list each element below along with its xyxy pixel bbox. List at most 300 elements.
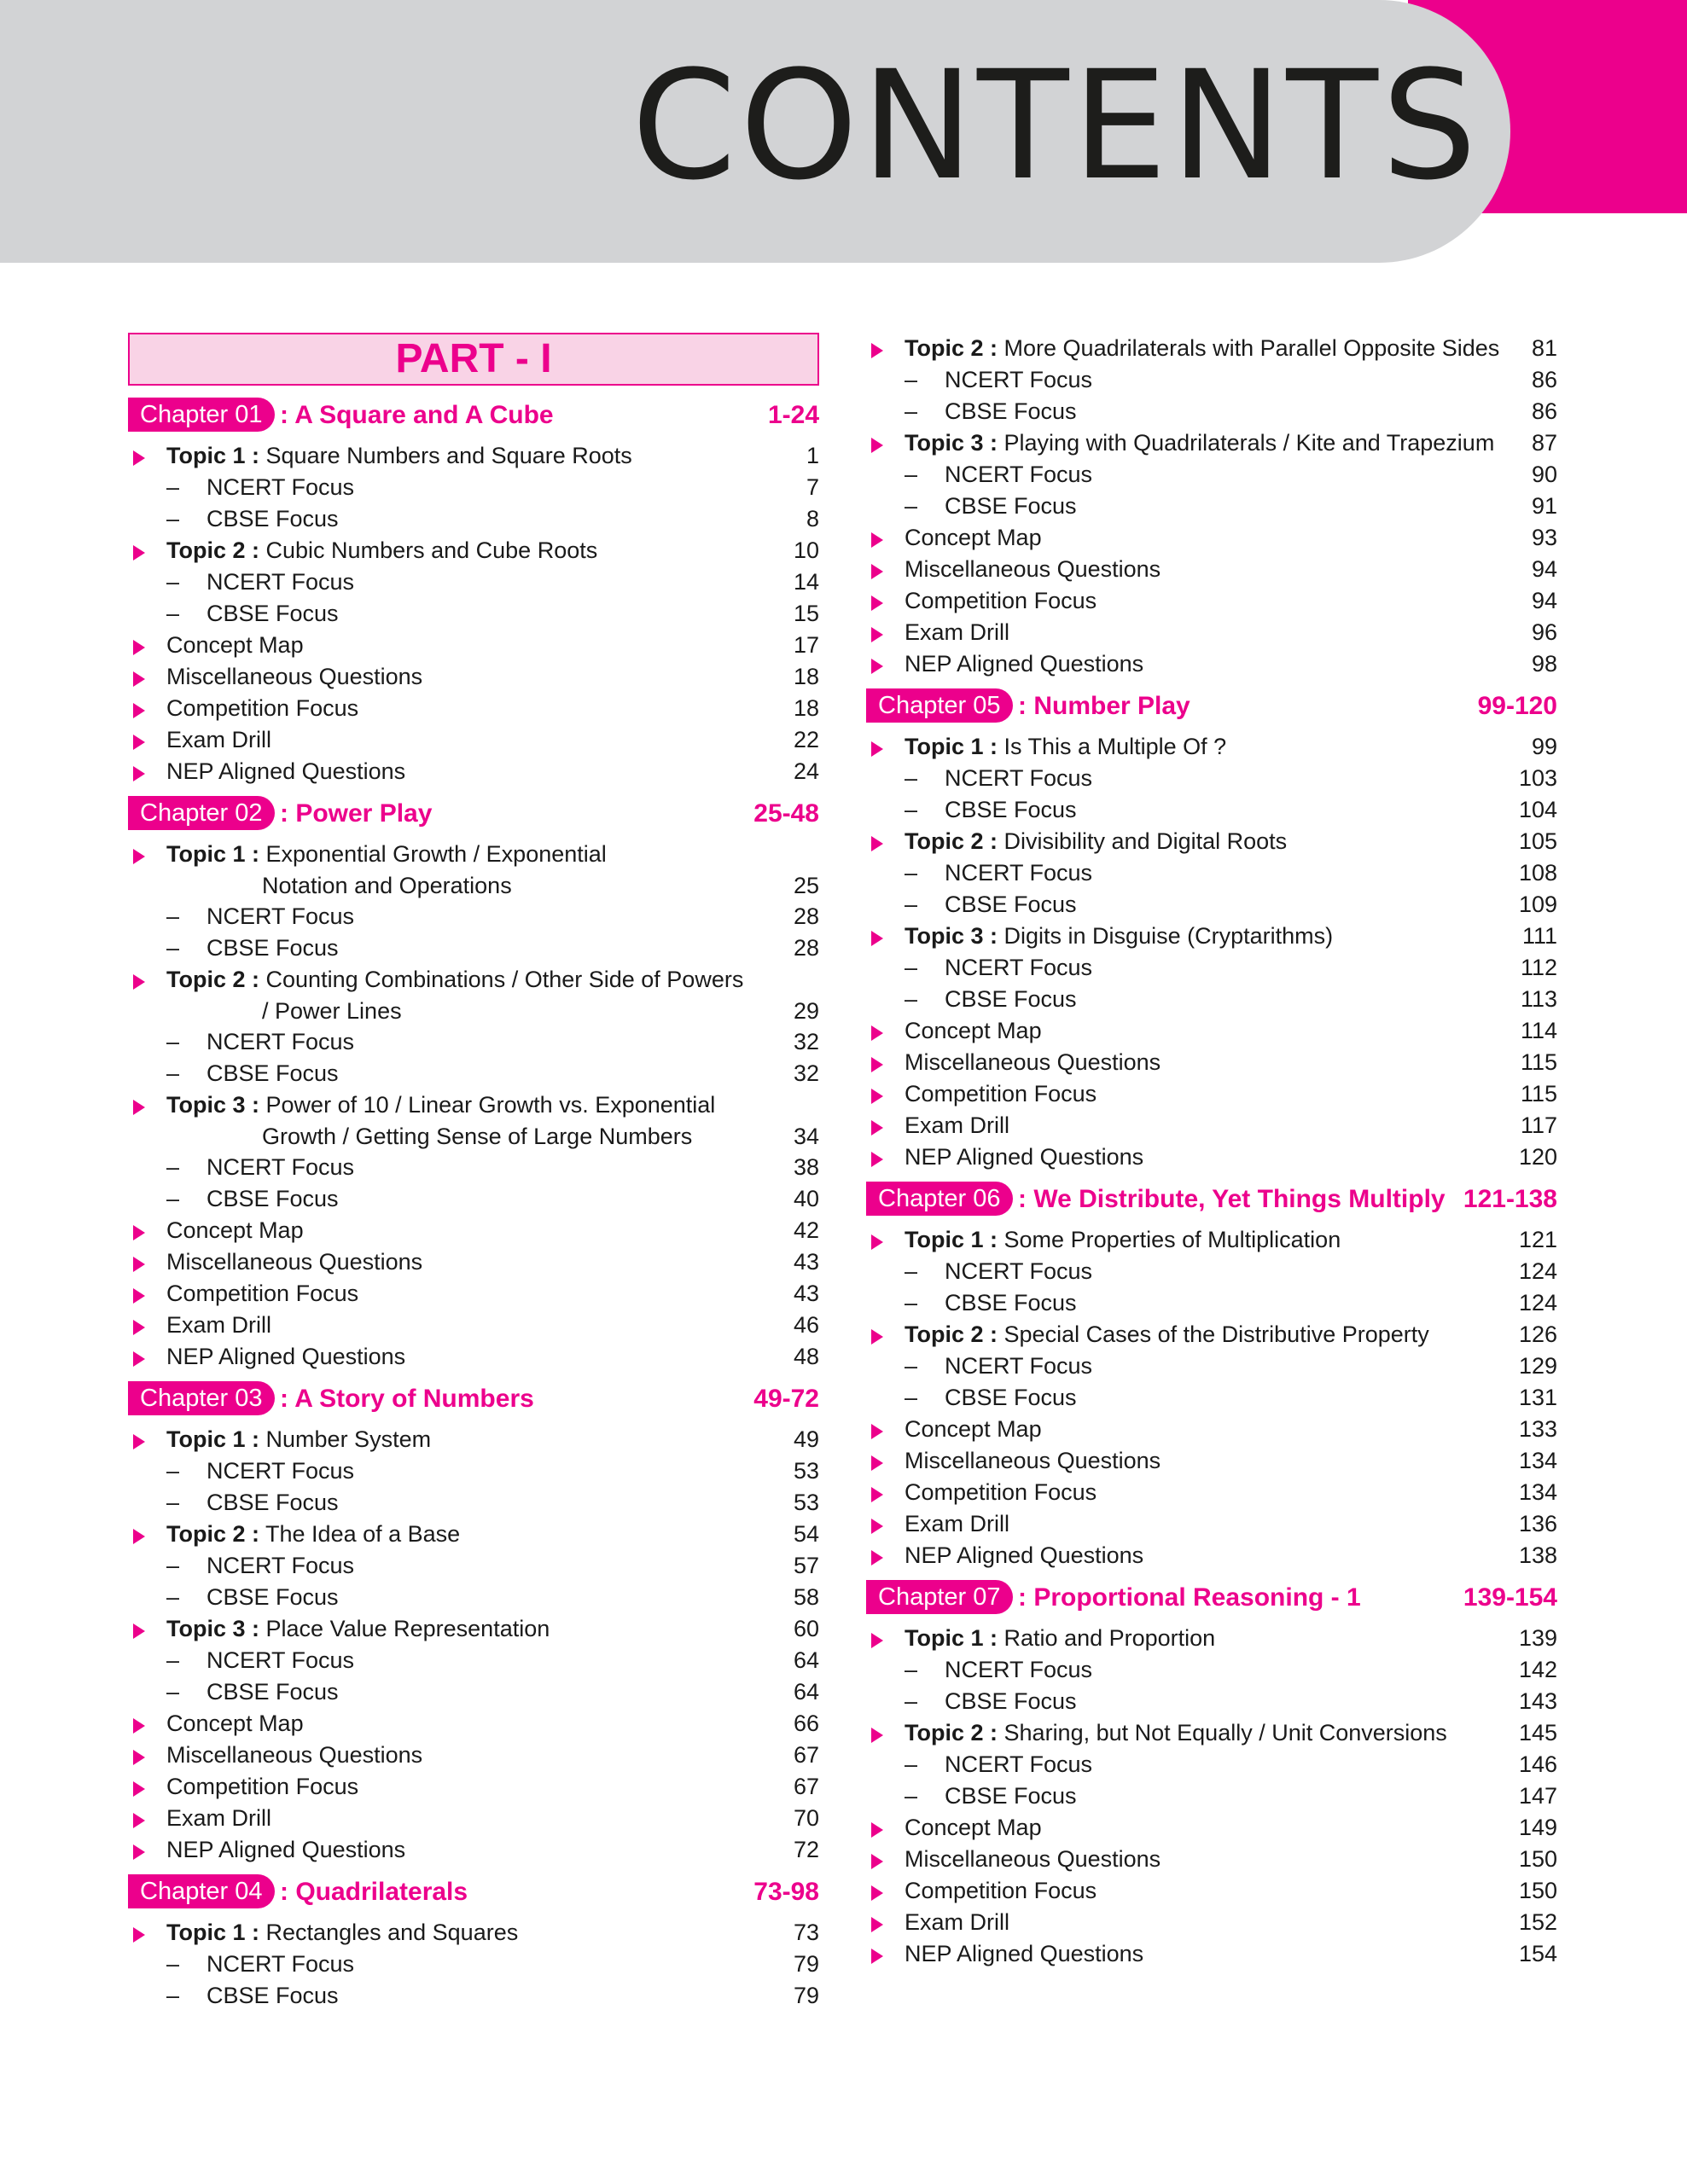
entry-title: NCERT Focus <box>207 569 355 595</box>
entry-title: Miscellaneous Questions <box>905 1049 1161 1075</box>
entry-label <box>166 1917 518 1949</box>
entry-title: Power of 10 / Linear Growth vs. Exponential <box>265 1092 716 1118</box>
dash-bullet-icon: – <box>905 860 918 886</box>
entry-title: Place Value Representation <box>265 1616 550 1641</box>
sub-entry[interactable] <box>866 364 1557 396</box>
sub-entry[interactable] <box>866 1350 1557 1382</box>
chapter-entries <box>128 1424 819 1866</box>
sub-entry[interactable] <box>128 1487 819 1519</box>
sub-entry[interactable] <box>866 1256 1557 1287</box>
sub-entry[interactable] <box>128 1980 819 2012</box>
entry-title: CBSE Focus <box>945 1783 1077 1809</box>
entry-title: CBSE Focus <box>945 1688 1077 1714</box>
page-number: 139 <box>1518 1625 1557 1651</box>
entry-title: NCERT Focus <box>945 955 1093 980</box>
dash-bullet-icon: – <box>166 1553 180 1578</box>
entry-label <box>905 333 1499 364</box>
entry-title: NEP Aligned Questions <box>166 1837 406 1862</box>
topic-entry[interactable] <box>128 1917 819 1949</box>
page-number: 90 <box>1531 462 1557 487</box>
page-number: 149 <box>1518 1815 1557 1840</box>
sub-entry[interactable] <box>866 952 1557 984</box>
sub-entry[interactable] <box>128 1455 819 1487</box>
sub-entry[interactable] <box>866 984 1557 1015</box>
page-number: 86 <box>1531 398 1557 424</box>
entry-title: Miscellaneous Questions <box>166 664 423 689</box>
sub-entry[interactable] <box>128 472 819 503</box>
arrow-bullet-icon <box>133 1529 145 1544</box>
entry-label <box>166 1310 271 1341</box>
dash-bullet-icon: – <box>905 892 918 917</box>
topic-entry[interactable] <box>128 1519 819 1550</box>
entry-title: NCERT Focus <box>945 367 1093 392</box>
toc-entry[interactable] <box>866 522 1557 554</box>
page-number: 112 <box>1520 955 1557 980</box>
chapter-page-range: 49-72 <box>753 1385 819 1413</box>
entry-label <box>207 901 354 932</box>
entry-label <box>905 1141 1143 1173</box>
entry-title: CBSE Focus <box>207 506 339 531</box>
sub-entry[interactable] <box>866 1780 1557 1812</box>
entry-title: NCERT Focus <box>945 765 1093 791</box>
entry-label <box>166 724 271 756</box>
page-number: 115 <box>1520 1081 1557 1107</box>
page-number: 134 <box>1518 1479 1557 1505</box>
toc-entry[interactable] <box>866 1875 1557 1907</box>
part-heading: PART - I <box>128 333 819 386</box>
page-number: 28 <box>793 935 819 961</box>
arrow-bullet-icon <box>133 703 145 718</box>
page-number: 94 <box>1531 588 1557 613</box>
sub-entry[interactable] <box>128 901 819 932</box>
page-number: 104 <box>1518 797 1557 822</box>
entry-title: CBSE Focus <box>945 398 1077 424</box>
toc-entry[interactable] <box>128 724 819 756</box>
arrow-bullet-icon <box>871 564 883 579</box>
topic-entry[interactable] <box>128 535 819 566</box>
page-number: 93 <box>1531 525 1557 550</box>
chapter-heading[interactable] <box>866 687 1557 726</box>
entry-label <box>945 794 1077 826</box>
arrow-bullet-icon <box>133 1351 145 1367</box>
entry-title: Competition Focus <box>905 1081 1097 1107</box>
sub-entry[interactable] <box>128 1058 819 1089</box>
topic-entry[interactable] <box>866 333 1557 364</box>
entry-label <box>945 952 1092 984</box>
entry-title: Miscellaneous Questions <box>905 1846 1161 1872</box>
entry-title: CBSE Focus <box>945 493 1077 519</box>
entry-label <box>166 440 632 472</box>
sub-entry[interactable] <box>866 794 1557 826</box>
toc-entry[interactable] <box>128 1771 819 1803</box>
entry-label <box>166 693 358 724</box>
toc-entry[interactable] <box>866 585 1557 617</box>
page-number: 136 <box>1518 1511 1557 1536</box>
dash-bullet-icon: – <box>905 1258 918 1284</box>
entry-label <box>905 1414 1042 1445</box>
entry-title: Exam Drill <box>166 727 272 752</box>
arrow-bullet-icon <box>133 1434 145 1449</box>
chapter-pill: Chapter 06 <box>866 1182 1013 1216</box>
toc-entry[interactable] <box>866 648 1557 680</box>
chapter-heading[interactable] <box>128 1380 819 1419</box>
sub-entry[interactable] <box>866 396 1557 427</box>
entry-title: NCERT Focus <box>945 1258 1093 1284</box>
toc-entry[interactable] <box>866 1938 1557 1970</box>
chapter-heading[interactable] <box>128 396 819 435</box>
entry-label <box>905 1319 1429 1350</box>
sub-entry[interactable] <box>866 1749 1557 1780</box>
topic-number: Topic 2 : <box>905 1321 998 1347</box>
entry-label <box>905 1812 1042 1844</box>
toc-right-column <box>866 333 1557 1970</box>
sub-entry[interactable] <box>128 1152 819 1183</box>
entry-title: Some Properties of Multiplication <box>1003 1227 1341 1252</box>
sub-entry[interactable] <box>128 1645 819 1676</box>
page-number: 15 <box>793 601 819 626</box>
entry-label <box>166 535 597 566</box>
dash-bullet-icon: – <box>905 1290 918 1316</box>
page-number: 25 <box>793 873 819 898</box>
page-number: 145 <box>1518 1720 1557 1745</box>
toc-entry[interactable] <box>128 693 819 724</box>
arrow-bullet-icon <box>133 1320 145 1335</box>
page-number: 129 <box>1518 1353 1557 1379</box>
chapter-pill: Chapter 04 <box>128 1874 275 1908</box>
chapter-title: : A Story of Numbers <box>280 1385 534 1413</box>
page-number: 146 <box>1518 1751 1557 1777</box>
page-number: 96 <box>1531 619 1557 645</box>
arrow-bullet-icon <box>871 1885 883 1901</box>
topic-entry[interactable] <box>866 1319 1557 1350</box>
toc-entry[interactable] <box>866 1414 1557 1445</box>
toc-entry[interactable] <box>128 1278 819 1310</box>
chapter-entries <box>866 731 1557 1173</box>
page-number: 121 <box>1518 1227 1557 1252</box>
topic-number: Topic 2 : <box>905 828 998 854</box>
entry-title: CBSE Focus <box>207 1186 339 1211</box>
page-number: 48 <box>793 1344 819 1369</box>
toc-entry[interactable] <box>866 1110 1557 1141</box>
entry-label <box>905 1445 1161 1477</box>
toc-entry[interactable] <box>866 1812 1557 1844</box>
arrow-bullet-icon <box>871 1550 883 1565</box>
dash-bullet-icon: – <box>905 1751 918 1777</box>
dash-bullet-icon: – <box>905 1688 918 1714</box>
page-number: 32 <box>793 1029 819 1054</box>
chapter-title: : Proportional Reasoning - 1 <box>1018 1583 1361 1612</box>
toc-entry[interactable] <box>128 1834 819 1866</box>
dash-bullet-icon: – <box>905 986 918 1012</box>
page-number: 126 <box>1518 1321 1557 1347</box>
entry-title: The Idea of a Base <box>265 1521 461 1547</box>
sub-entry[interactable] <box>866 763 1557 794</box>
dash-bullet-icon: – <box>905 1353 918 1379</box>
entry-label <box>905 1844 1161 1875</box>
chapter-title: : Number Play <box>1018 692 1190 720</box>
entry-title: Exam Drill <box>905 1909 1010 1935</box>
dash-bullet-icon: – <box>905 955 918 980</box>
topic-entry[interactable] <box>128 440 819 472</box>
page-number: 58 <box>793 1584 819 1610</box>
entry-label <box>166 964 743 996</box>
toc-entry[interactable] <box>866 617 1557 648</box>
dash-bullet-icon: – <box>166 569 180 595</box>
entry-title: Counting Combinations / Other Side of Powers <box>265 967 744 992</box>
chapter-page-range: 1-24 <box>767 401 819 429</box>
arrow-bullet-icon <box>133 1781 145 1797</box>
entry-label <box>166 1278 358 1310</box>
entry-label <box>166 1341 405 1373</box>
sub-entry[interactable] <box>128 1183 819 1215</box>
entry-title: Competition Focus <box>905 1878 1097 1903</box>
arrow-bullet-icon <box>133 1927 145 1943</box>
topic-entry-continuation[interactable] <box>128 870 819 901</box>
entry-label <box>905 617 1009 648</box>
entry-title: CBSE Focus <box>207 601 339 626</box>
page-number: 14 <box>793 569 819 595</box>
toc-entry[interactable] <box>128 1708 819 1740</box>
entry-label <box>207 1645 354 1676</box>
topic-entry-continuation[interactable] <box>128 1121 819 1152</box>
page-number: 81 <box>1531 335 1557 361</box>
sub-entry[interactable] <box>128 1582 819 1613</box>
sub-entry[interactable] <box>866 1287 1557 1319</box>
dash-bullet-icon: – <box>166 935 180 961</box>
toc-entry[interactable] <box>128 1310 819 1341</box>
entry-title: CBSE Focus <box>945 986 1077 1012</box>
arrow-bullet-icon <box>133 545 145 561</box>
dash-bullet-icon: – <box>905 797 918 822</box>
chapter-pill: Chapter 03 <box>128 1381 275 1415</box>
topic-entry[interactable] <box>866 921 1557 952</box>
toc-entry[interactable] <box>128 1740 819 1771</box>
entry-label <box>905 1938 1143 1970</box>
toc-entry[interactable] <box>866 1907 1557 1938</box>
arrow-bullet-icon <box>871 1854 883 1869</box>
topic-number: Topic 3 : <box>905 430 998 456</box>
page-number: 124 <box>1518 1290 1557 1316</box>
page-number: 34 <box>793 1124 819 1149</box>
toc-entry[interactable] <box>128 1246 819 1278</box>
page-number: 109 <box>1518 892 1557 917</box>
entry-label <box>905 1875 1097 1907</box>
toc-entry[interactable] <box>866 554 1557 585</box>
chapter-title: : Quadrilaterals <box>280 1878 468 1906</box>
toc-entry[interactable] <box>866 1047 1557 1078</box>
page-number: 94 <box>1531 556 1557 582</box>
chapter-heading[interactable] <box>128 1873 819 1912</box>
page-number: 60 <box>793 1616 819 1641</box>
page-number: 1 <box>806 443 819 468</box>
arrow-bullet-icon <box>871 659 883 674</box>
entry-title: Concept Map <box>905 1815 1042 1840</box>
entry-label <box>945 1686 1077 1717</box>
chapter-heading[interactable] <box>866 1578 1557 1618</box>
entry-label <box>166 1424 431 1455</box>
page-number: 17 <box>793 632 819 658</box>
toc-entry[interactable] <box>128 1341 819 1373</box>
entry-label <box>262 996 402 1027</box>
page-number: 73 <box>793 1920 819 1945</box>
entry-title: CBSE Focus <box>207 1060 339 1086</box>
topic-number: Topic 1 : <box>905 1625 998 1651</box>
toc-entry[interactable] <box>866 1141 1557 1173</box>
chapter-heading[interactable] <box>128 794 819 834</box>
entry-title: Rectangles and Squares <box>265 1920 519 1945</box>
toc-entry[interactable] <box>128 630 819 661</box>
entry-title: NCERT Focus <box>945 1353 1093 1379</box>
sub-entry[interactable] <box>866 459 1557 491</box>
sub-entry[interactable] <box>866 857 1557 889</box>
entry-label <box>207 1058 339 1089</box>
entry-title: CBSE Focus <box>945 1290 1077 1316</box>
page-number: 114 <box>1520 1018 1557 1043</box>
dash-bullet-icon: – <box>166 474 180 500</box>
toc-entry[interactable] <box>128 1215 819 1246</box>
toc-entry[interactable] <box>866 1477 1557 1508</box>
entry-label <box>207 1980 339 2012</box>
sub-entry[interactable] <box>128 1676 819 1708</box>
entry-label <box>905 1540 1143 1571</box>
topic-entry[interactable] <box>128 1424 819 1455</box>
topic-entry[interactable] <box>866 1224 1557 1256</box>
dash-bullet-icon: – <box>166 1584 180 1610</box>
page-number: 147 <box>1518 1783 1557 1809</box>
page-number: 103 <box>1518 765 1557 791</box>
topic-entry[interactable] <box>866 1717 1557 1749</box>
toc-entry[interactable] <box>128 756 819 787</box>
entry-title: NCERT Focus <box>207 1553 355 1578</box>
arrow-bullet-icon <box>133 1100 145 1115</box>
chapter-heading[interactable] <box>866 1180 1557 1219</box>
sub-entry[interactable] <box>866 1686 1557 1717</box>
toc-entry[interactable] <box>866 1540 1557 1571</box>
toc-entry[interactable] <box>866 1015 1557 1047</box>
topic-entry[interactable] <box>866 731 1557 763</box>
dash-bullet-icon: – <box>166 1647 180 1673</box>
topic-entry[interactable] <box>866 826 1557 857</box>
entry-label <box>262 1121 692 1153</box>
topic-entry[interactable] <box>866 1623 1557 1654</box>
page-number: 7 <box>806 474 819 500</box>
entry-label <box>905 1078 1097 1110</box>
entry-label <box>905 522 1042 554</box>
page-number: 152 <box>1518 1909 1557 1935</box>
topic-entry[interactable] <box>128 1613 819 1645</box>
arrow-bullet-icon <box>871 1917 883 1932</box>
toc-entry[interactable] <box>866 1844 1557 1875</box>
dash-bullet-icon: – <box>166 1186 180 1211</box>
chapter-entries <box>866 1623 1557 1970</box>
topic-entry-continuation[interactable] <box>128 996 819 1026</box>
topic-number: Topic 3 : <box>166 1616 260 1641</box>
sub-entry[interactable] <box>866 1382 1557 1414</box>
arrow-bullet-icon <box>133 849 145 864</box>
topic-number: Topic 1 : <box>166 443 260 468</box>
entry-label <box>905 1623 1215 1654</box>
toc-entry[interactable] <box>866 1508 1557 1540</box>
entry-title: Exam Drill <box>166 1312 272 1338</box>
topic-entry[interactable] <box>128 1089 819 1121</box>
sub-entry[interactable] <box>128 566 819 598</box>
arrow-bullet-icon <box>871 438 883 453</box>
topic-number: Topic 2 : <box>905 335 998 361</box>
page-number: 70 <box>793 1805 819 1831</box>
entry-label <box>166 661 422 693</box>
sub-entry[interactable] <box>128 932 819 964</box>
arrow-bullet-icon <box>871 532 883 548</box>
entry-label <box>262 870 512 902</box>
page-number: 22 <box>793 727 819 752</box>
entry-title: Concept Map <box>166 1711 304 1736</box>
entry-label <box>945 491 1077 522</box>
chapter-title: : A Square and A Cube <box>280 401 554 429</box>
entry-title: Concept Map <box>905 1416 1042 1442</box>
entry-title: NEP Aligned Questions <box>905 651 1144 677</box>
entry-label <box>166 1708 304 1740</box>
arrow-bullet-icon <box>871 1025 883 1041</box>
toc-entry[interactable] <box>866 1078 1557 1110</box>
sub-entry[interactable] <box>128 598 819 630</box>
entry-label <box>945 857 1092 889</box>
toc-entry[interactable] <box>128 1803 819 1834</box>
topic-entry[interactable] <box>866 427 1557 459</box>
entry-label <box>905 554 1161 585</box>
sub-entry[interactable] <box>866 1654 1557 1686</box>
entry-label <box>905 1047 1161 1078</box>
entry-title: CBSE Focus <box>207 1584 339 1610</box>
toc-entry[interactable] <box>866 1445 1557 1477</box>
dash-bullet-icon: – <box>166 903 180 929</box>
entry-label <box>166 1803 271 1834</box>
dash-bullet-icon: – <box>166 1951 180 1977</box>
entry-title: NCERT Focus <box>945 462 1093 487</box>
entry-title: More Quadrilaterals with Parallel Opposite Sides <box>1003 335 1500 361</box>
arrow-bullet-icon <box>133 1813 145 1828</box>
dash-bullet-icon: – <box>905 367 918 392</box>
page-number: 24 <box>793 758 819 784</box>
entry-label <box>207 1455 354 1487</box>
entry-label <box>207 566 354 598</box>
sub-entry[interactable] <box>128 503 819 535</box>
entry-label <box>166 1740 422 1771</box>
sub-entry[interactable] <box>866 889 1557 921</box>
sub-entry[interactable] <box>128 1550 819 1582</box>
page-title: CONTENTS <box>631 38 1480 213</box>
topic-entry[interactable] <box>128 964 819 996</box>
topic-entry[interactable] <box>128 839 819 870</box>
entry-title: Sharing, but Not Equally / Unit Conversions <box>1003 1720 1447 1745</box>
entry-label <box>905 585 1097 617</box>
sub-entry[interactable] <box>128 1949 819 1980</box>
topic-number: Topic 1 : <box>166 1426 260 1452</box>
toc-entry[interactable] <box>128 661 819 693</box>
sub-entry[interactable] <box>866 491 1557 522</box>
dash-bullet-icon: – <box>905 1385 918 1410</box>
entry-label <box>945 1749 1092 1780</box>
sub-entry[interactable] <box>128 1026 819 1058</box>
page-number: 99 <box>1531 734 1557 759</box>
arrow-bullet-icon <box>871 627 883 642</box>
entry-label <box>166 1771 358 1803</box>
chapter-entries <box>866 1224 1557 1571</box>
arrow-bullet-icon <box>133 766 145 781</box>
page-number: 138 <box>1518 1542 1557 1568</box>
arrow-bullet-icon <box>871 1120 883 1136</box>
entry-title: NEP Aligned Questions <box>166 758 406 784</box>
chapter-title: : Power Play <box>280 799 433 828</box>
